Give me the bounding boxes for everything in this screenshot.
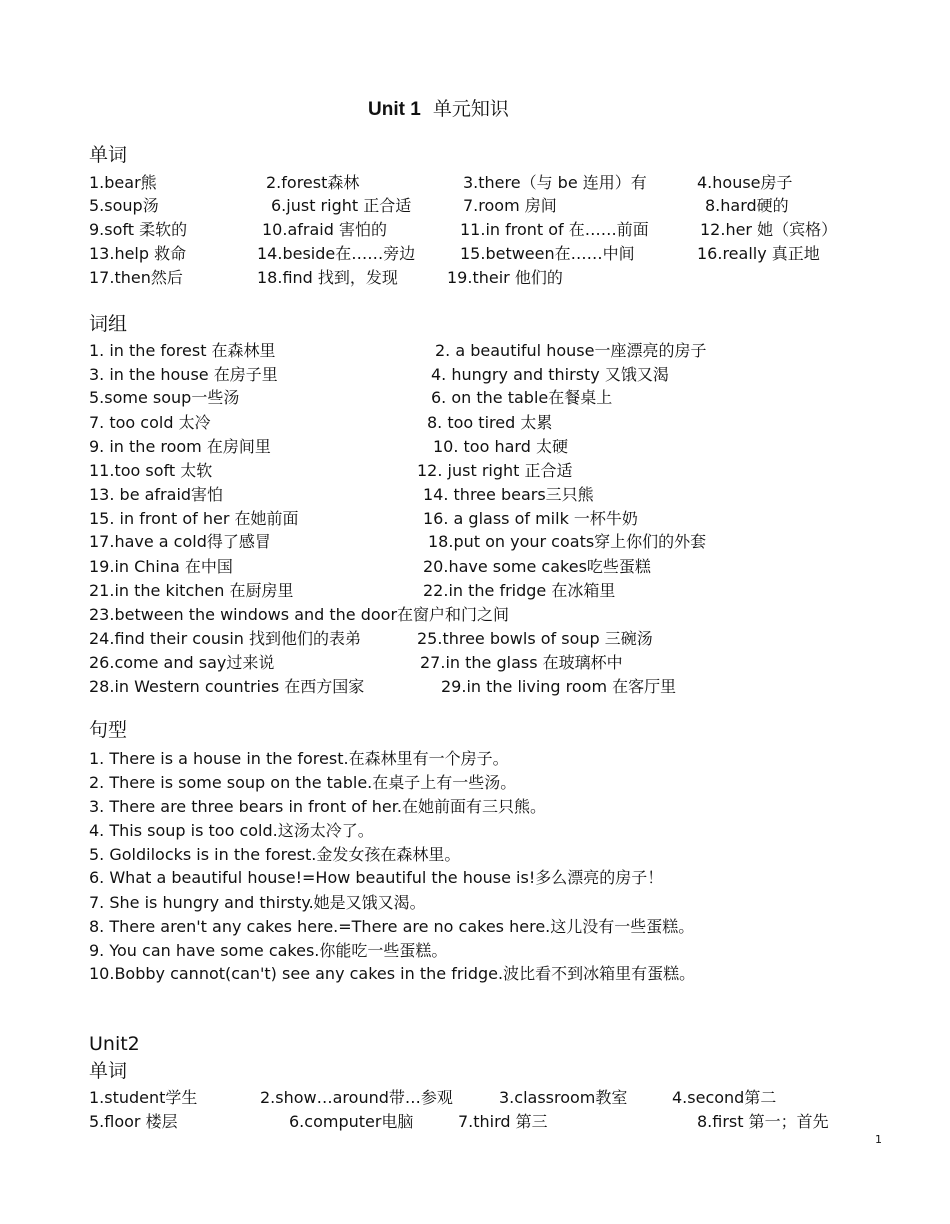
word-item: 16.really 真正地	[697, 244, 820, 263]
page-title	[368, 94, 509, 121]
phrase-item: 11.too soft 太软	[89, 461, 213, 480]
sentence-item: 9. You can have some cakes.你能吃一些蛋糕。	[89, 941, 448, 960]
unit2-word-item: 5.floor 楼层	[89, 1112, 178, 1131]
phrases-heading: 词组	[89, 313, 128, 335]
sentence-item: 5. Goldilocks is in the forest.金发女孩在森林里。	[89, 845, 461, 864]
sentence-item: 2. There is some soup on the table.在桌子上有一些汤。	[89, 773, 517, 792]
phrase-item: 12. just right 正合适	[417, 461, 573, 480]
word-item: 17.then然后	[89, 268, 183, 287]
word-item: 10.afraid 害怕的	[262, 220, 387, 239]
word-item: 4.house房子	[697, 173, 793, 192]
phrase-item: 14. three bears三只熊	[423, 485, 594, 504]
phrase-item: 1. in the forest 在森林里	[89, 341, 276, 360]
unit2-words-heading: 单词	[89, 1060, 128, 1082]
word-item: 5.soup汤	[89, 196, 159, 215]
word-item: 14.beside在……旁边	[257, 244, 416, 263]
word-item: 3.there（与 be 连用）有	[463, 173, 647, 192]
sentence-item: 3. There are three bears in front of her.在她前面有三只熊。	[89, 797, 546, 816]
word-item: 1.bear熊	[89, 173, 157, 192]
sentences-heading: 句型	[89, 719, 128, 741]
sentence-item: 6. What a beautiful house!=How beautiful the house is!多么漂亮的房子！	[89, 868, 664, 887]
phrase-item: 13. be afraid害怕	[89, 485, 224, 504]
word-item: 19.their 他们的	[447, 268, 563, 287]
sentence-item: 4. This soup is too cold.这汤太冷了。	[89, 821, 374, 840]
unit2-word-item: 7.third 第三	[458, 1112, 548, 1131]
word-item: 8.hard硬的	[705, 196, 789, 215]
phrase-item: 21.in the kitchen 在厨房里	[89, 581, 294, 600]
sentence-item: 8. There aren't any cakes here.=There are no cakes here.这儿没有一些蛋糕。	[89, 917, 695, 936]
word-item: 15.between在……中间	[460, 244, 635, 263]
unit2-word-item: 4.second第二	[672, 1088, 777, 1107]
phrase-item: 29.in the living room 在客厅里	[441, 677, 677, 696]
phrase-item: 18.put on your coats穿上你们的外套	[428, 532, 707, 551]
word-item: 18.find 找到，发现	[257, 268, 398, 287]
sentence-item: 7. She is hungry and thirsty.她是又饿又渴。	[89, 893, 426, 912]
phrase-item: 10. too hard 太硬	[433, 437, 568, 456]
phrase-item: 23.between the windows and the door在窗户和门之间	[89, 605, 510, 624]
word-item: 2.forest森林	[266, 173, 360, 192]
phrase-item: 17.have a cold得了感冒	[89, 532, 271, 551]
phrase-item: 9. in the room 在房间里	[89, 437, 271, 456]
phrase-item: 26.come and say过来说	[89, 653, 275, 672]
phrase-item: 19.in China 在中国	[89, 557, 233, 576]
page-number: 1	[875, 1133, 882, 1146]
unit2-word-item: 2.show…around带…参观	[260, 1088, 453, 1107]
phrase-item: 3. in the house 在房子里	[89, 365, 278, 384]
words-heading: 单词	[89, 144, 128, 166]
word-item: 6.just right 正合适	[271, 196, 412, 215]
unit2-word-item: 3.classroom教室	[499, 1088, 628, 1107]
title-text: 单元知识	[432, 98, 509, 120]
phrase-item: 22.in the fridge 在冰箱里	[423, 581, 616, 600]
sentence-item: 10.Bobby cannot(can't) see any cakes in the fridge.波比看不到冰箱里有蛋糕。	[89, 964, 696, 983]
phrase-item: 28.in Western countries 在西方国家	[89, 677, 365, 696]
word-item: 7.room 房间	[463, 196, 557, 215]
word-item: 11.in front of 在……前面	[460, 220, 649, 239]
phrase-item: 27.in the glass 在玻璃杯中	[420, 653, 623, 672]
unit2-title: Unit2	[89, 1033, 140, 1055]
unit2-word-item: 8.first 第一；首先	[697, 1112, 829, 1131]
unit2-word-item: 6.computer电脑	[289, 1112, 414, 1131]
phrase-item: 2. a beautiful house一座漂亮的房子	[435, 341, 707, 360]
phrase-item: 16. a glass of milk 一杯牛奶	[423, 509, 638, 528]
phrase-item: 20.have some cakes吃些蛋糕	[423, 557, 651, 576]
phrase-item: 6. on the table在餐桌上	[431, 388, 613, 407]
phrase-item: 15. in front of her 在她前面	[89, 509, 299, 528]
phrase-item: 25.three bowls of soup 三碗汤	[417, 629, 653, 648]
word-item: 9.soft 柔软的	[89, 220, 188, 239]
unit2-word-item: 1.student学生	[89, 1088, 198, 1107]
word-item: 12.her 她（宾格）	[700, 220, 838, 239]
phrase-item: 4. hungry and thirsty 又饿又渴	[431, 365, 669, 384]
sentence-item: 1. There is a house in the forest.在森林里有一个房子。	[89, 749, 509, 768]
unit-label: Unit 1	[368, 99, 421, 120]
word-item: 13.help 救命	[89, 244, 187, 263]
phrase-item: 8. too tired 太累	[427, 413, 553, 432]
phrase-item: 24.find their cousin 找到他们的表弟	[89, 629, 362, 648]
phrase-item: 7. too cold 太冷	[89, 413, 211, 432]
phrase-item: 5.some soup一些汤	[89, 388, 240, 407]
